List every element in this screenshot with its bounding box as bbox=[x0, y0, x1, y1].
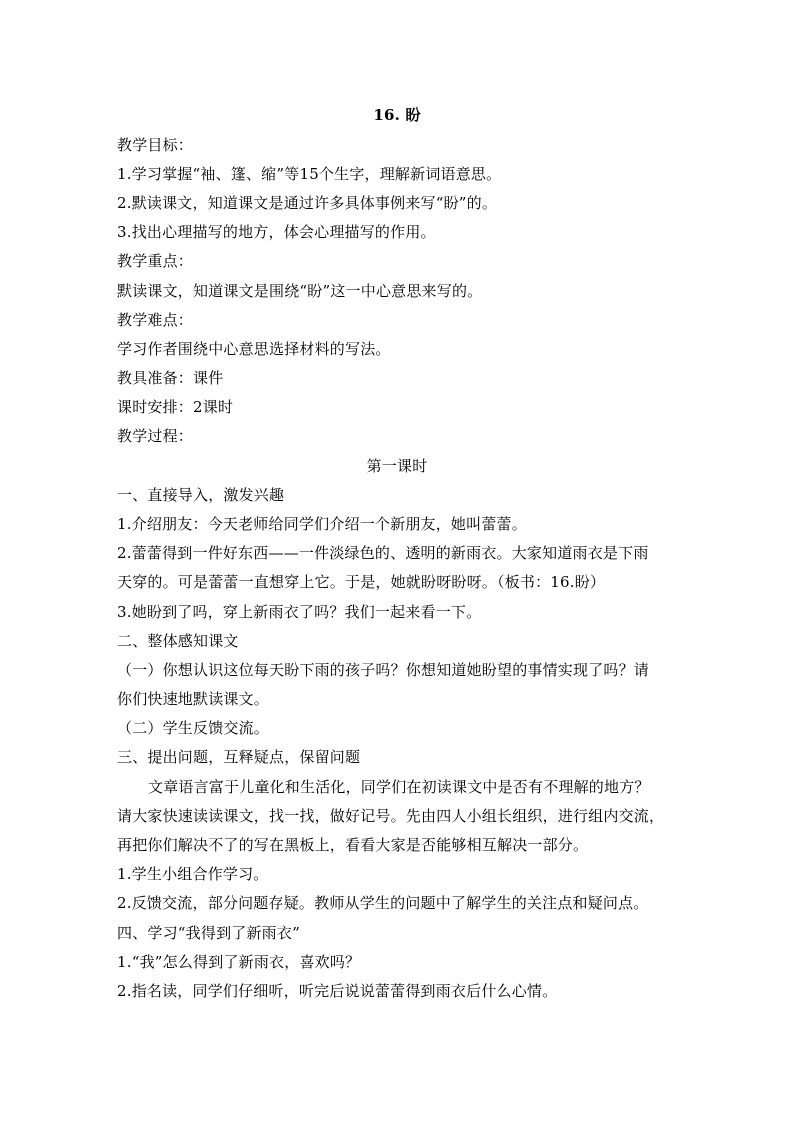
objective-3: 3.找出心理描写的地方，体会心理描写的作用。 bbox=[117, 223, 436, 241]
part-3-paragraph-line-1: 文章语言富于儿童化和生活化，同学们在初读课文中是否有不理解的地方？ bbox=[148, 778, 650, 796]
part-4-item-1: 1.“我”怎么得到了新雨衣，喜欢吗？ bbox=[117, 953, 361, 971]
part-3-heading: 三、提出问题，互释疑点，保留问题 bbox=[117, 748, 361, 766]
key-point-text: 默读课文，知道课文是围绕“盼”这一中心意思来写的。 bbox=[117, 282, 483, 300]
part-1-heading: 一、直接导入，激发兴趣 bbox=[117, 486, 285, 504]
section-heading-objectives: 教学目标： bbox=[117, 136, 194, 154]
part-2-heading: 二、整体感知课文 bbox=[117, 632, 239, 650]
objective-1: 1.学习掌握“袖、篷、缩”等15个生字，理解新词语意思。 bbox=[117, 165, 502, 183]
part-3-item-2: 2.反馈交流，部分问题存疑。教师从学生的问题中了解学生的关注点和疑问点。 bbox=[117, 894, 649, 912]
part-4-heading: 四、学习“我得到了新雨衣” bbox=[117, 924, 300, 942]
part-3-paragraph-line-2: 请大家快速读读课文，找一找，做好记号。先由四人小组长组织，进行组内交流， bbox=[117, 807, 665, 825]
part-1-item-1: 1.介绍朋友：今天老师给同学们介绍一个新朋友，她叫蕾蕾。 bbox=[117, 515, 527, 533]
class-hours: 课时安排：2课时 bbox=[117, 398, 234, 416]
document-title: 16. 盼 bbox=[373, 106, 421, 124]
section-heading-difficulties: 教学难点： bbox=[117, 311, 194, 329]
section-heading-key-points: 教学重点： bbox=[117, 252, 194, 270]
part-2-item-1-cont: 你们快速地默读课文。 bbox=[117, 690, 270, 708]
part-1-item-2: 2.蕾蕾得到一件好东西——一件淡绿色的、透明的新雨衣。大家知道雨衣是下雨 bbox=[117, 544, 649, 562]
lesson-heading: 第一课时 bbox=[366, 457, 428, 475]
teaching-aids: 教具准备：课件 bbox=[117, 369, 224, 387]
part-4-item-2: 2.指名读，同学们仔细听，听完后说说蕾蕾得到雨衣后什么心情。 bbox=[117, 982, 558, 1000]
part-3-item-1: 1.学生小组合作学习。 bbox=[117, 865, 269, 883]
part-1-item-3: 3.她盼到了吗，穿上新雨衣了吗？我们一起来看一下。 bbox=[117, 603, 482, 621]
section-heading-process: 教学过程： bbox=[117, 427, 194, 445]
part-2-item-2: （二）学生反馈交流。 bbox=[117, 719, 270, 737]
part-1-item-2-cont: 天穿的。可是蕾蕾一直想穿上它。于是，她就盼呀盼呀。（板书：16.盼） bbox=[117, 573, 606, 591]
difficulty-text: 学习作者围绕中心意思选择材料的写法。 bbox=[117, 340, 391, 358]
objective-2: 2.默读课文，知道课文是通过许多具体事例来写“盼”的。 bbox=[117, 194, 498, 212]
part-3-paragraph-line-3: 再把你们解决不了的写在黑板上，看看大家是否能够相互解决一部分。 bbox=[117, 836, 589, 854]
part-2-item-1: （一）你想认识这位每天盼下雨的孩子吗？你想知道她盼望的事情实现了吗？请 bbox=[117, 661, 650, 679]
